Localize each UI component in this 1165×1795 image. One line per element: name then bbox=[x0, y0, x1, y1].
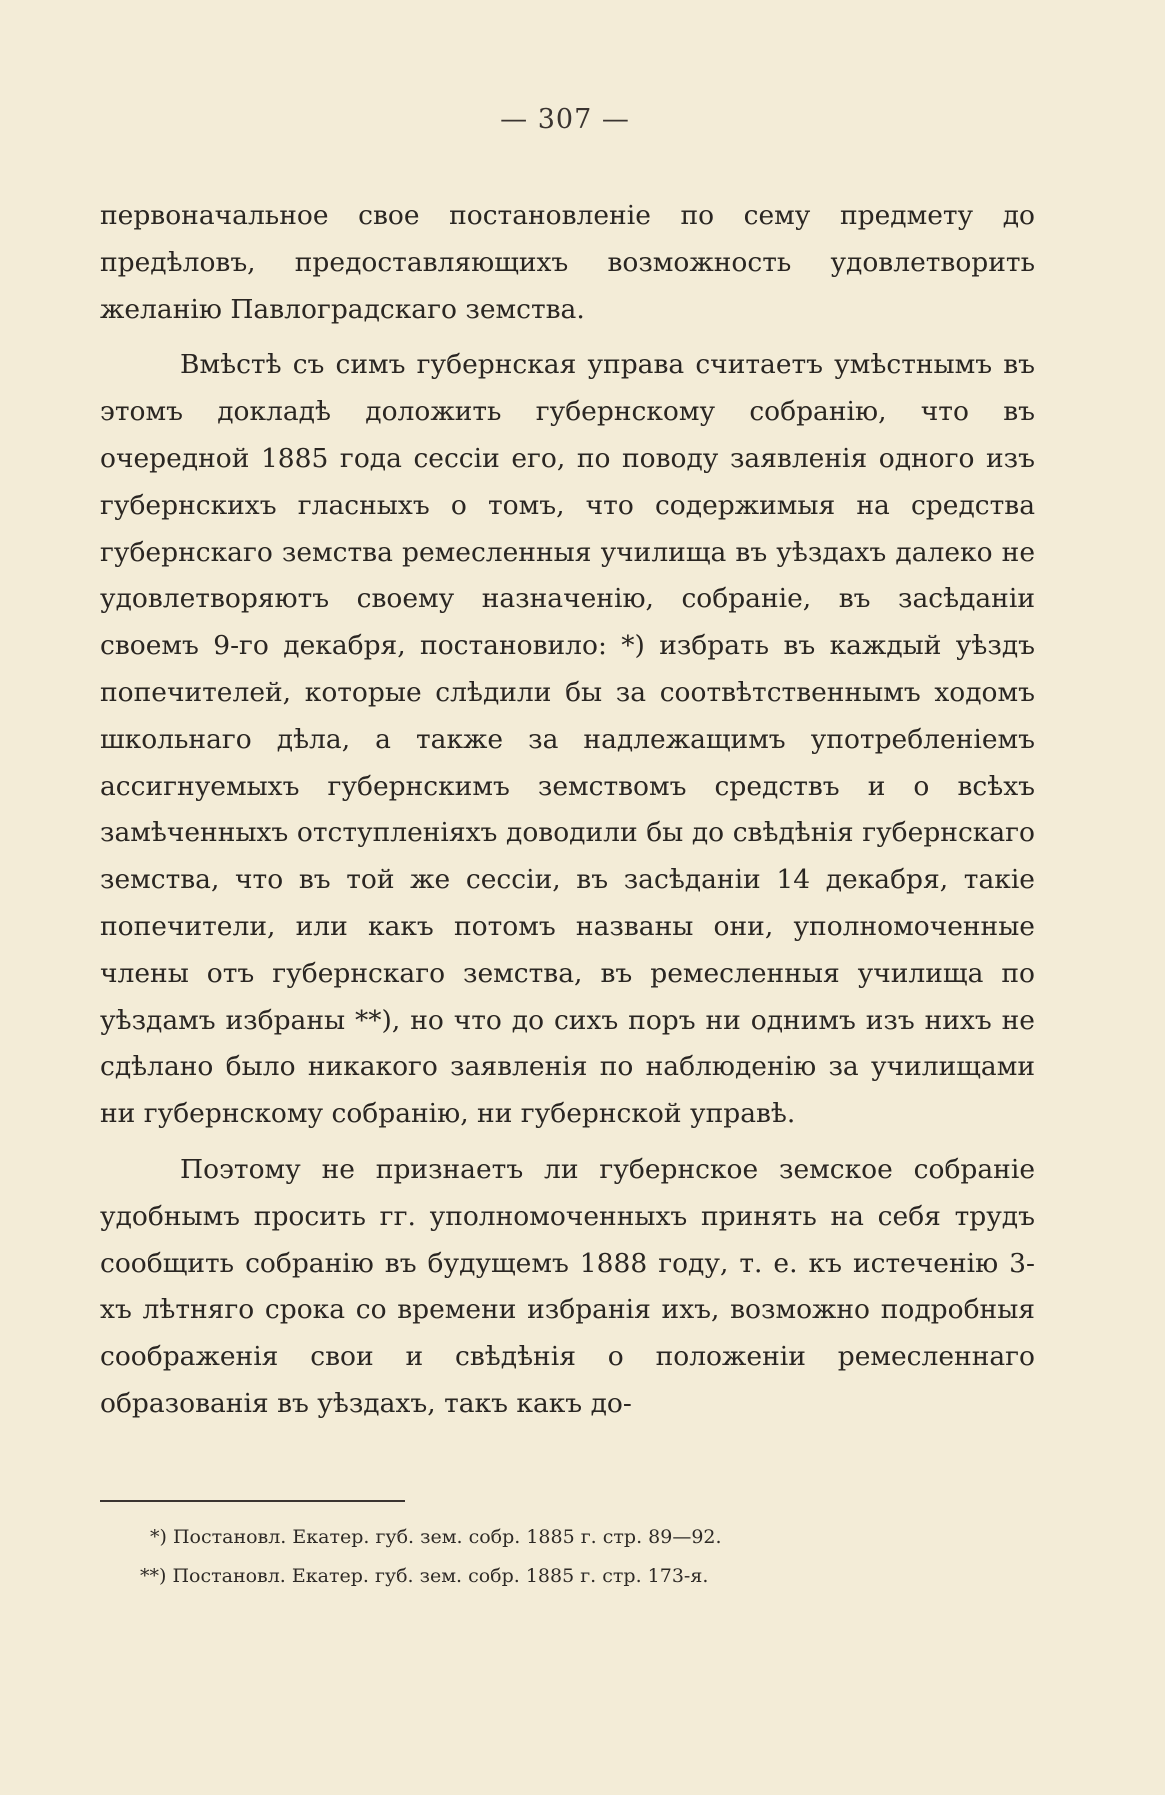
footnote-1: *) Постановл. Екатер. губ. зем. собр. 1885 г. стр. 89—92. bbox=[150, 1526, 722, 1548]
footnote-2: **) Постановл. Екатер. губ. зем. собр. 1885 г. стр. 173-я. bbox=[140, 1565, 709, 1587]
paragraph-3: Поэтому не признаетъ ли губернское земское собраніе удобнымъ просить гг. уполномоченныхъ принять на себя трудъ сообщить собранію въ будущемъ 1888 году, т. е. къ истеченію 3-хъ лѣтняго срока со времени избранія ихъ, возможно подробныя соображенія свои и свѣдѣнія о положеніи ремесленнаго образованія въ уѣздахъ, такъ какъ до- bbox=[100, 1153, 1035, 1419]
footnote-separator bbox=[100, 1500, 405, 1502]
body-text bbox=[100, 193, 1035, 1437]
footnotes bbox=[140, 1518, 1000, 1596]
paragraph-2: Вмѣстѣ съ симъ губернская управа считаетъ умѣстнымъ въ этомъ докладѣ доложить губернскому собранію, что въ очередной 1885 года сессіи его, по поводу заявленія одного изъ губернскихъ гласныхъ о томъ, что содержимыя на средства губернскаго земства ремесленныя училища въ уѣздахъ далеко не удовлетворяютъ своему назначенію, собраніе, въ засѣданіи своемъ 9-го декабря, постановило: *) избрать въ каждый уѣздъ попечителей, которые слѣдили бы за соотвѣтственнымъ ходомъ школьнаго дѣла, а также за надлежащимъ употребленіемъ ассигнуемыхъ губернскимъ земствомъ средствъ и о всѣхъ замѣченныхъ отступленіяхъ доводили бы до свѣдѣнія губернскаго земства, что въ той же сессіи, въ засѣданіи 14 декабря, такіе попечители, или какъ потомъ названы они, уполномоченные члены отъ губернскаго земства, въ ремесленныя училища по уѣздамъ избраны **), но что до сихъ поръ ни однимъ изъ нихъ не сдѣлано было никакого заявленія по наблюденію за училищами ни губернскому собранію, ни губернской управѣ. bbox=[100, 349, 1035, 1130]
page-number: — 307 — bbox=[500, 104, 630, 135]
paragraph-1: первоначальное свое постановленіе по сему предмету до предѣловъ, предоставляющихъ возможность удовлетворить желанію Павлоградскаго земства. bbox=[100, 200, 1035, 325]
